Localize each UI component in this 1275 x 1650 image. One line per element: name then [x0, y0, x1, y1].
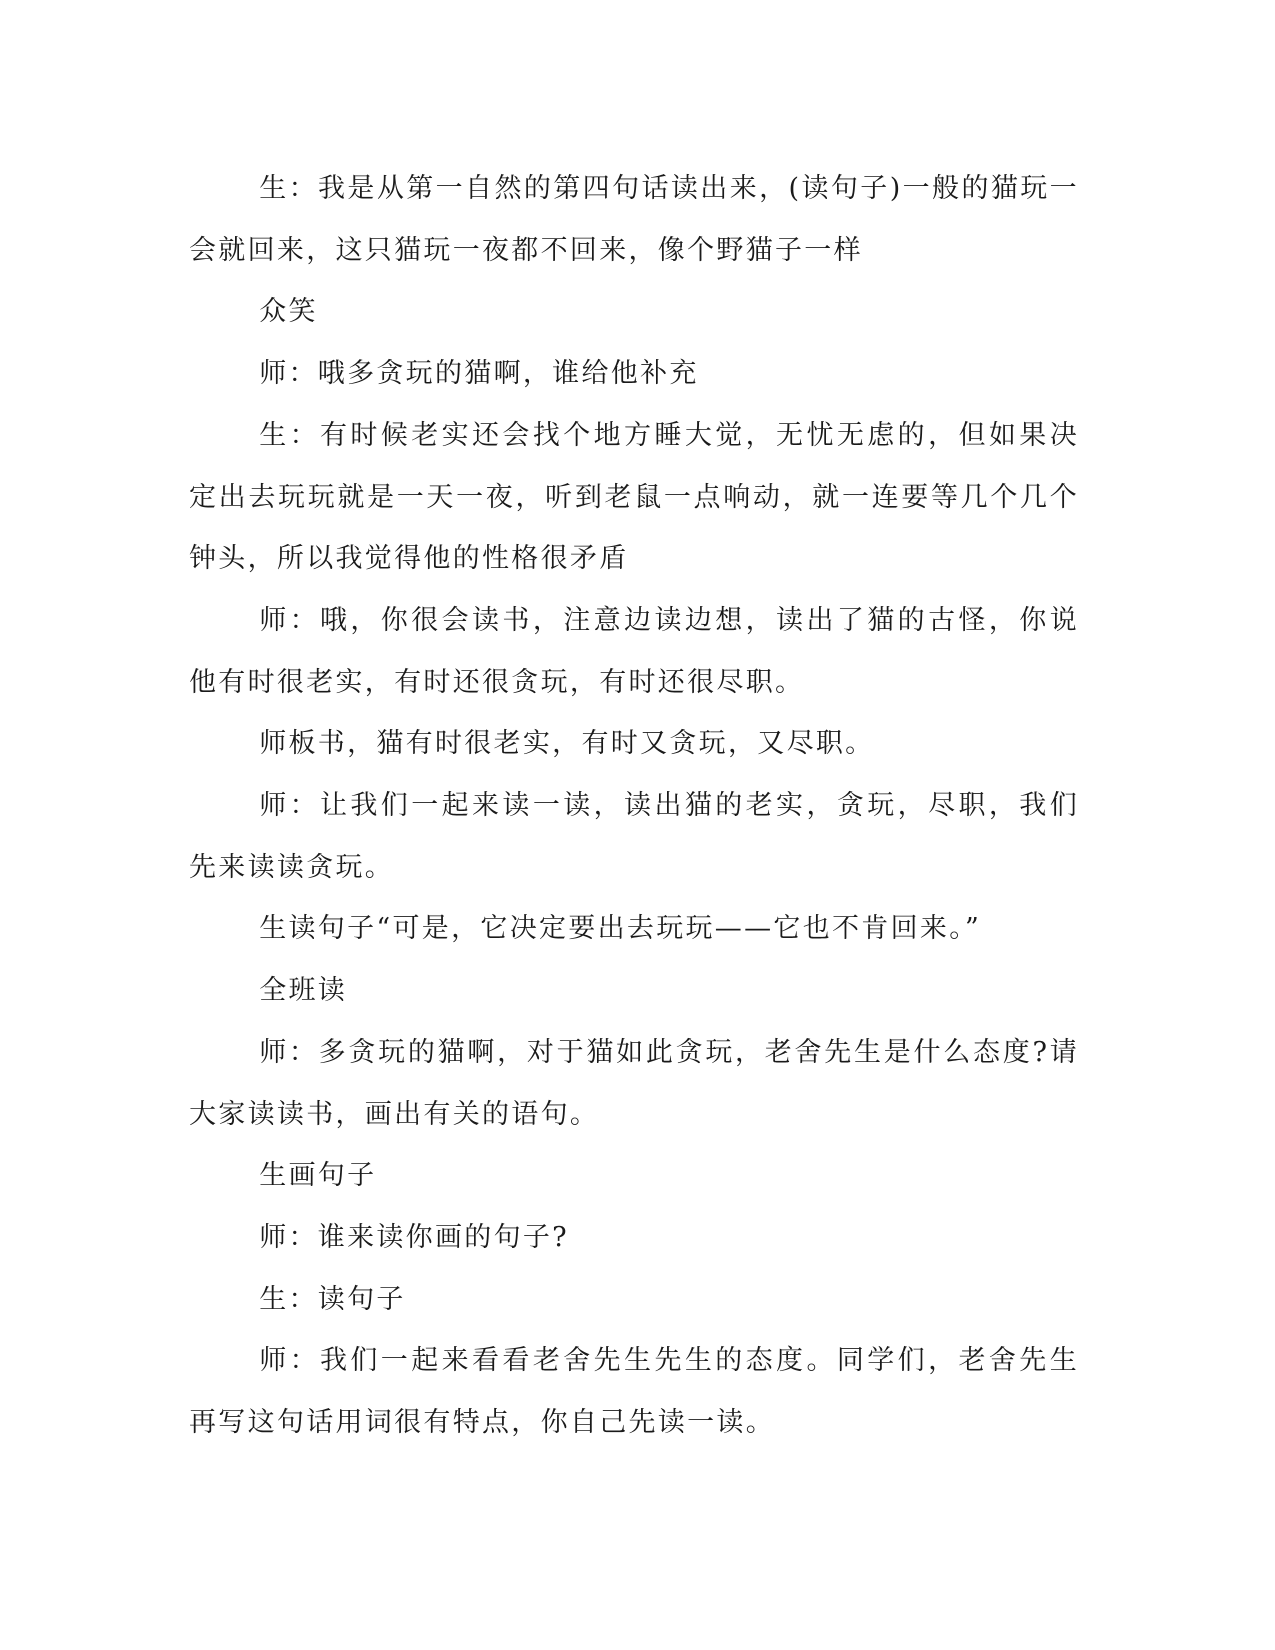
- paragraph-student-answer-2: 生：有时候老实还会找个地方睡大觉，无忧无虑的，但如果决定出去玩玩就是一天一夜，听到老鼠一点响动，就一连要等几个几个钟头，所以我觉得他的性格很矛盾: [189, 419, 1079, 575]
- paragraph-class-laughs: 众笑: [259, 296, 318, 328]
- paragraph-teacher-4: 师：多贪玩的猫啊，对于猫如此贪玩，老舍先生是什么态度?请大家读读书，画出有关的语句。: [189, 1036, 1079, 1130]
- paragraph-whole-class-reads: 全班读: [259, 975, 348, 1007]
- paragraph-teacher-6: 师：我们一起来看看老舍先生先生的态度。同学们，老舍先生再写这句话用词很有特点，你自己先读一读。: [189, 1345, 1079, 1439]
- paragraph-students-underline: 生画句子: [259, 1160, 377, 1192]
- document-body: [189, 158, 1079, 1454]
- paragraph-teacher-1: 师：哦多贪玩的猫啊，谁给他补充: [259, 358, 699, 390]
- paragraph-student-reading: 生读句子“可是，它决定要出去玩玩——它也不肯回来。”: [259, 913, 982, 945]
- paragraph-blackboard-note: 师板书，猫有时很老实，有时又贪玩，又尽职。: [259, 728, 875, 760]
- paragraph-teacher-2: 师：哦，你很会读书，注意边读边想，读出了猫的古怪，你说他有时很老实，有时还很贪玩，有时还很尽职。: [189, 604, 1079, 698]
- paragraph-student-reads-sentence: 生：读句子: [259, 1283, 406, 1315]
- paragraph-teacher-5: 师：谁来读你画的句子?: [259, 1221, 569, 1253]
- paragraph-teacher-3: 师：让我们一起来读一读，读出猫的老实，贪玩，尽职，我们先来读读贪玩。: [189, 790, 1079, 883]
- paragraph-student-answer-1: 生：我是从第一自然的第四句话读出来，(读句子)一般的猫玩一会就回来，这只猫玩一夜都不回来，像个野猫子一样: [189, 173, 1079, 266]
